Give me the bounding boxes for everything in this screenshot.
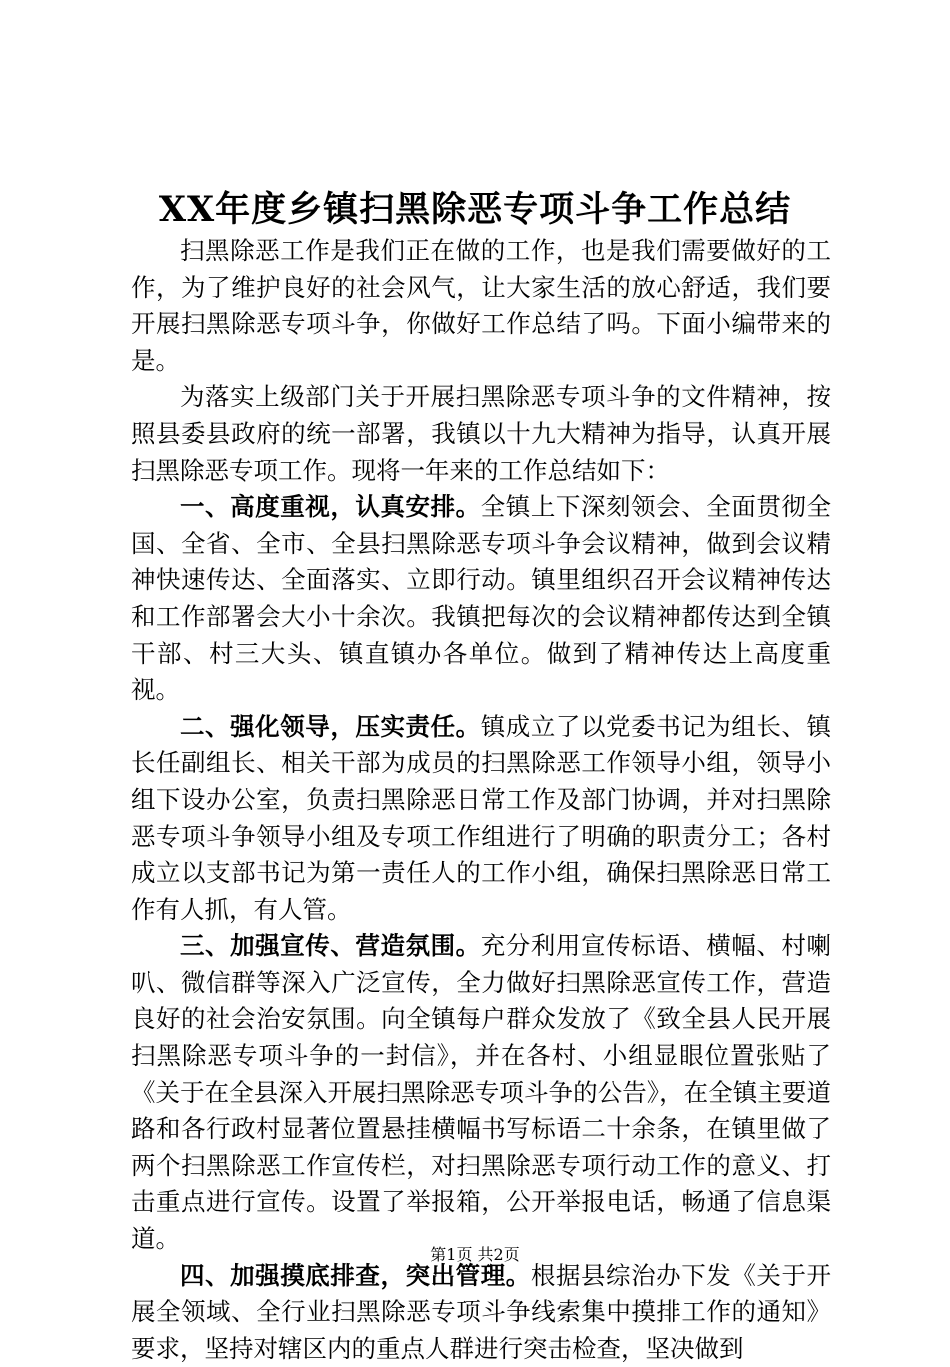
- document-body: [131, 233, 831, 1367]
- paragraph-section-4: [131, 1258, 831, 1367]
- paragraph-section-1: [131, 489, 831, 709]
- paragraph-overview: [131, 379, 831, 489]
- paragraph-section-2: [131, 709, 831, 929]
- paragraph-text: 根据县综治办下发《关于开展全领域、全行业扫黑除恶专项斗争线索集中摸排工作的通知》要求，坚持对辖区内的重点人群进行突击检查，坚决做到: [131, 1260, 832, 1363]
- page-footer: 第1页 共2页: [430, 1245, 520, 1264]
- section-heading: 二、强化领导，压实责任。: [180, 711, 481, 741]
- paragraph-text: 充分利用宣传标语、横幅、村喇叭、微信群等深入广泛宣传，全力做好扫黑除恶宣传工作，营造良好的社会治安氛围。向全镇每户群众发放了《致全县人民开展扫黑除恶专项斗争的一封信》，并在各村、小组显眼位置张贴了《关于在全县深入开展扫黑除恶专项斗争的公告》，在全镇主要道路和各行政村显著位置悬挂横幅书写标语二十余条，在镇里做了两个扫黑除恶工作宣传栏，对扫黑除恶专项行动工作的意义、打击重点进行宣传。设置了举报箱，公开举报电话，畅通了信息渠道。: [131, 931, 831, 1254]
- section-heading: 三、加强宣传、营造氛围。: [180, 931, 481, 961]
- paragraph-intro: [131, 233, 831, 379]
- paragraph-text: 扫黑除恶工作是我们正在做的工作，也是我们需要做好的工作，为了维护良好的社会风气，让大家生活的放心舒适，我们要开展扫黑除恶专项斗争，你做好工作总结了吗。下面小编带来的是。: [131, 236, 831, 375]
- paragraph-text: 全镇上下深刻领会、全面贯彻全国、全省、全市、全县扫黑除恶专项斗争会议精神，做到会议精神快速传达、全面落实、立即行动。镇里组织召开会议精神传达和工作部署会大小十余次。我镇把每次的会议精神都传达到全镇干部、村三大头、镇直镇办各单位。做到了精神传达上高度重视。: [131, 492, 831, 705]
- section-heading: 一、高度重视，认真安排。: [180, 492, 481, 522]
- paragraph-text: 镇成立了以党委书记为组长、镇长任副组长、相关干部为成员的扫黑除恶工作领导小组，领导小组下设办公室，负责扫黑除恶日常工作及部门协调，并对扫黑除恶专项斗争领导小组及专项工作组进行了明确的职责分工；各村成立以支部书记为第一责任人的工作小组，确保扫黑除恶日常工作有人抓，有人管。: [131, 711, 831, 924]
- document-title: XX年度乡镇扫黑除恶专项斗争工作总结: [158, 189, 792, 230]
- paragraph-section-3: [131, 928, 831, 1257]
- paragraph-text: 为落实上级部门关于开展扫黑除恶专项斗争的文件精神，按照县委县政府的统一部署，我镇以十九大精神为指导，认真开展扫黑除恶专项工作。现将一年来的工作总结如下：: [131, 382, 831, 485]
- section-heading: 四、加强摸底排查，突出管理。: [180, 1260, 531, 1290]
